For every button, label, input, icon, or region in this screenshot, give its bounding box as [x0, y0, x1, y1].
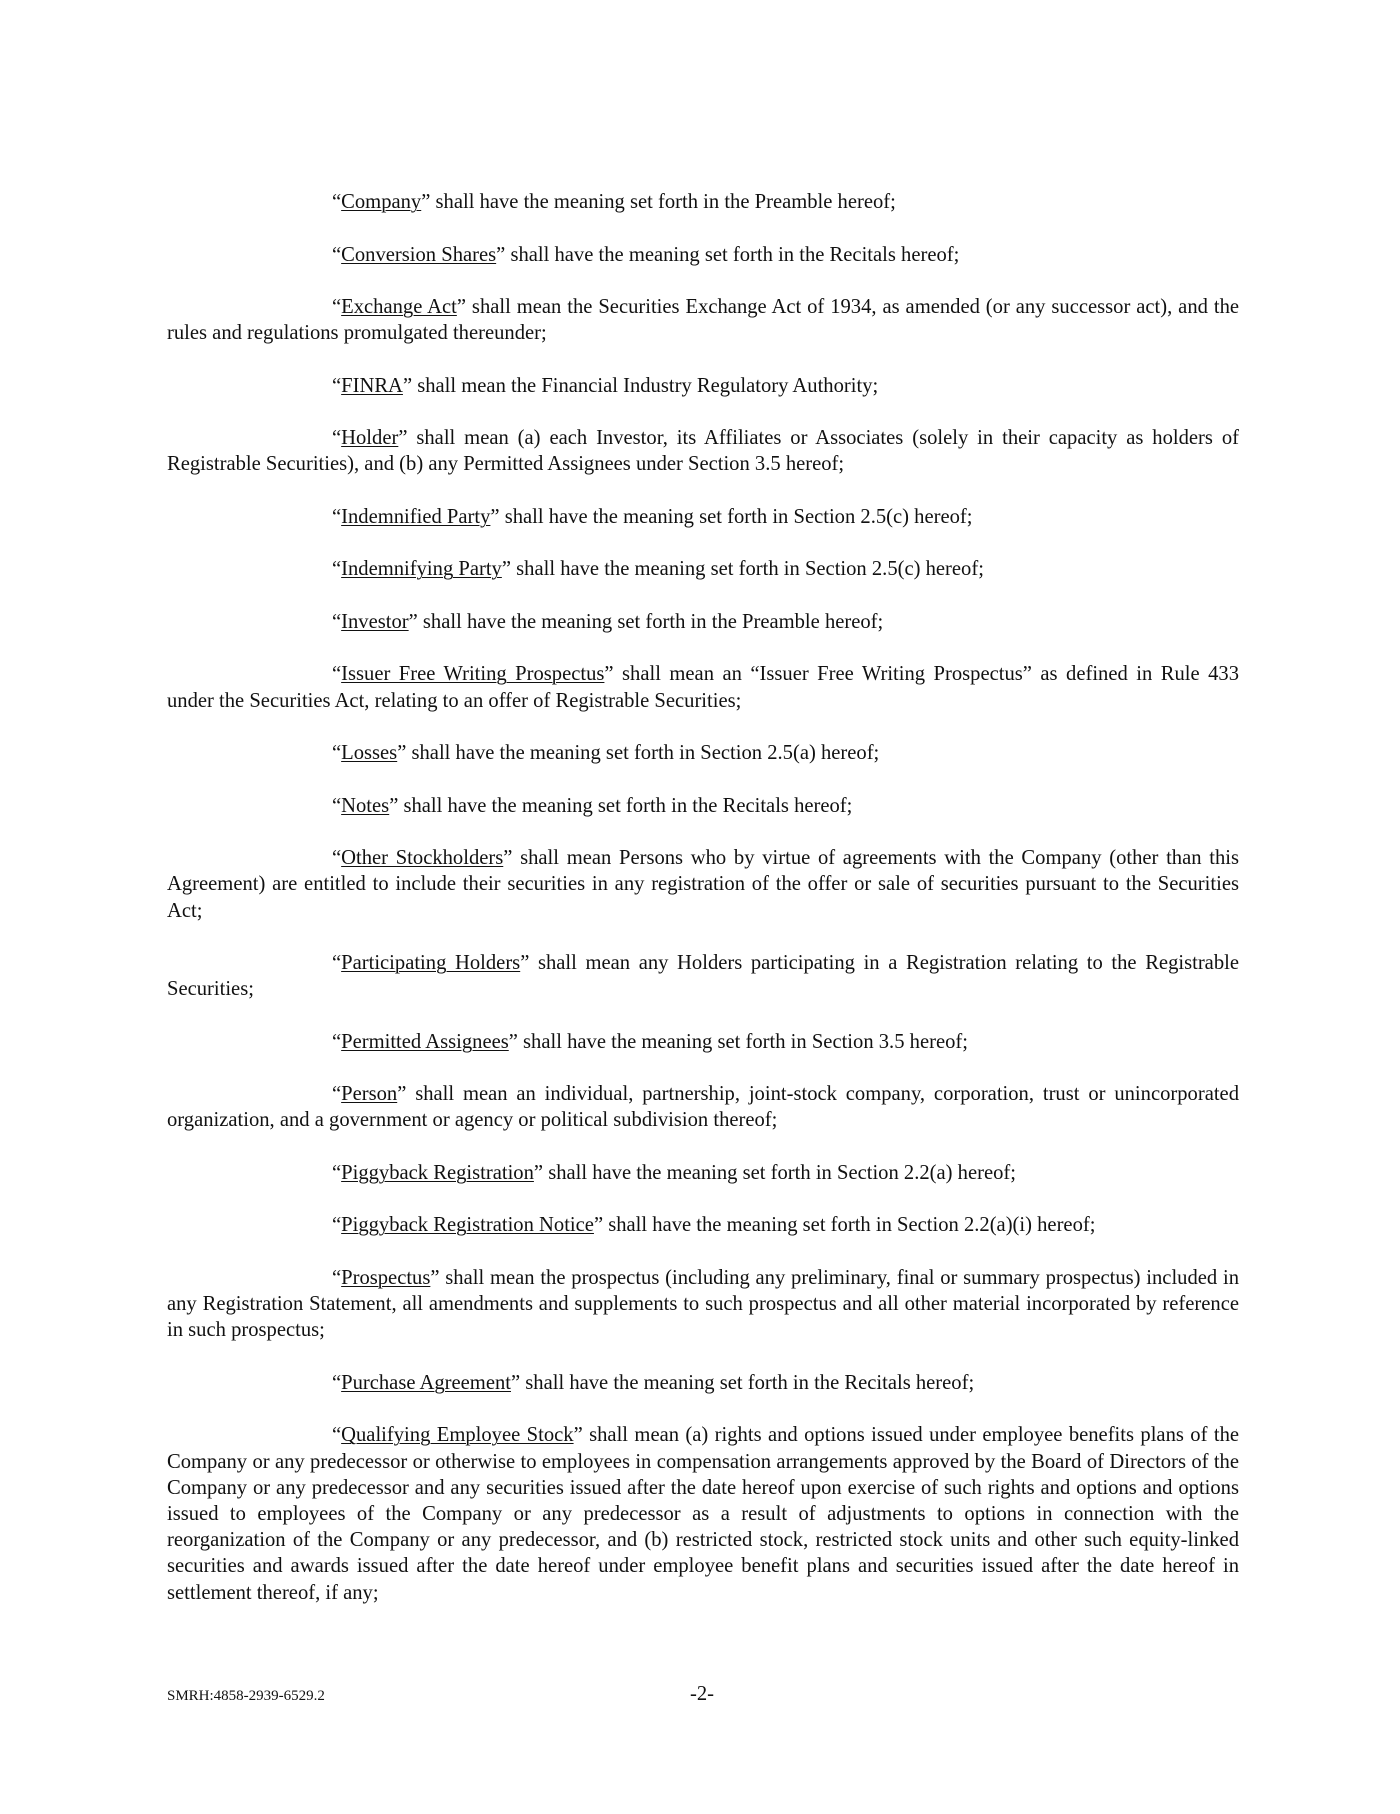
definition-qualifying-employee-stock: “Qualifying Employee Stock” shall mean (a) rights and options issued under employee benefits plans of the Company or any predecessor or otherwise to employees in compensation arrangements approved by the Board of Directors of the Company or any predecessor and any securities issued after the date hereof upon exercise of such rights and options and options issued to employees of the Company or any predecessor as a result of adjustments to options in connection with the reorganization of the Company or any predecessor, and (b) restricted stock, restricted stock units and other such equity-linked securities and awards issued after the date hereof under employee benefit plans and securities issued after the date hereof in settlement thereof, if any;	[167, 1424, 1240, 1604]
defined-term: Conversion Shares	[341, 243, 497, 266]
defined-term: Qualifying Employee Stock	[341, 1424, 574, 1447]
definition-investor: “Investor” shall have the meaning set forth in the Preamble hereof;	[332, 610, 884, 633]
definition-purchase-agreement: “Purchase Agreement” shall have the meaning set forth in the Recitals hereof;	[332, 1371, 975, 1394]
definition-text: shall mean the Securities Exchange Act of 1934, as amended (or any successor act), and the rules and regulations promulgated thereunder;	[167, 296, 1240, 345]
definition-text: shall mean the prospectus (including any preliminary, final or summary prospectus) included in any Registration Statement, all amendments and supplements to such prospectus and all other material incorporated by reference in such prospectus;	[167, 1266, 1239, 1342]
definition-text: shall mean any Holders participating in a Registration relating to the Registrable Securities;	[167, 952, 1239, 1001]
definition-text: shall have the meaning set forth in the Preamble hereof;	[417, 610, 884, 633]
definition-text: shall have the meaning set forth in Section 2.2(a)(i) hereof;	[603, 1214, 1096, 1237]
definition-text: shall have the meaning set forth in Section 2.5(c) hereof;	[511, 558, 984, 581]
definition-person: “Person” shall mean an individual, partnership, joint-stock company, corporation, trust or unincorporated organization, and a government or agency or political subdivision thereof;	[167, 1083, 1239, 1132]
defined-term: Piggyback Registration Notice	[341, 1214, 594, 1237]
defined-term: Indemnified Party	[341, 505, 491, 528]
defined-term: Prospectus	[341, 1266, 431, 1289]
definition-text: shall have the meaning set forth in the Recitals hereof;	[398, 794, 853, 817]
definition-text: shall mean (a) each Investor, its Affiliates or Associates (solely in their capacity as holders of Registrable Securities), and (b) any Permitted Assignees under Section 3.5 hereof;	[167, 427, 1239, 476]
definition-text: shall have the meaning set forth in the Preamble hereof;	[430, 191, 896, 213]
definition-issuer-free-writing-prospectus: “Issuer Free Writing Prospectus” shall mean an “Issuer Free Writing Prospectus” as defined in Rule 433 under the Securities Act, relating to an offer of Registrable Securities;	[167, 663, 1239, 712]
defined-term: Exchange Act	[341, 296, 457, 318]
definition-prospectus: “Prospectus” shall mean the prospectus (including any preliminary, final or summary prospectus) included in any Registration Statement, all amendments and supplements to such prospectus and all other material incorporated by reference in such prospectus;	[167, 1266, 1239, 1342]
definition-text: shall have the meaning set forth in Section 2.5(c) hereof;	[499, 505, 973, 528]
definition-text: shall mean an “Issuer Free Writing Prospectus” as defined in Rule 433 under the Securities Act, relating to an offer of Registrable Securities;	[167, 663, 1239, 712]
definition-text: shall mean an individual, partnership, joint-stock company, corporation, trust or unincorporated organization, and a government or agency or political subdivision thereof;	[167, 1083, 1239, 1132]
defined-term: Other Stockholders	[341, 847, 504, 870]
definition-indemnifying-party: “Indemnifying Party” shall have the meaning set forth in Section 2.5(c) hereof;	[332, 558, 984, 581]
definition-text: shall have the meaning set forth in the Recitals hereof;	[505, 243, 960, 266]
definition-piggyback-registration-notice: “Piggyback Registration Notice” shall have the meaning set forth in Section 2.2(a)(i) hereof;	[332, 1214, 1096, 1237]
defined-term: Holder	[341, 427, 399, 450]
document-id: SMRH:4858-2939-6529.2	[167, 1688, 325, 1704]
definition-text: shall mean the Financial Industry Regulatory Authority;	[412, 374, 879, 397]
definition-piggyback-registration: “Piggyback Registration” shall have the meaning set forth in Section 2.2(a) hereof;	[332, 1161, 1016, 1184]
page-number: -2-	[690, 1683, 715, 1705]
defined-term: Investor	[341, 610, 409, 633]
definition-text: shall mean (a) rights and options issued under employee benefits plans of the Company or any predecessor or otherwise to employees in compensation arrangements approved by the Board of Directors of the Company or any predecessor and any securities issued after the date hereof upon exercise of such rights and options and options issued to employees of the Company or any predecessor as a result of adjustments to options in connection with the reorganization of the Company or any predecessor, and (b) restricted stock, restricted stock units and other such equity-linked securities and awards issued after the date hereof under employee benefit plans and securities issued after the date hereof in settlement thereof, if any;	[167, 1424, 1240, 1604]
defined-term: Notes	[341, 794, 390, 817]
definition-text: shall have the meaning set forth in Section 3.5 hereof;	[517, 1030, 968, 1053]
definition-text: shall have the meaning set forth in the Recitals hereof;	[520, 1371, 975, 1394]
defined-term: Company	[341, 191, 422, 213]
definition-indemnified-party: “Indemnified Party” shall have the meaning set forth in Section 2.5(c) hereof;	[332, 505, 973, 528]
defined-term: Purchase Agreement	[341, 1371, 511, 1394]
defined-term: Losses	[341, 742, 398, 765]
definition-exchange-act: “Exchange Act” shall mean the Securities Exchange Act of 1934, as amended (or any successor act), and the rules and regulations promulgated thereunder;	[167, 296, 1240, 345]
definition-holder: “Holder” shall mean (a) each Investor, its Affiliates or Associates (solely in their capacity as holders of Registrable Securities), and (b) any Permitted Assignees under Section 3.5 hereof;	[167, 427, 1239, 476]
definition-other-stockholders: “Other Stockholders” shall mean Persons who by virtue of agreements with the Company (other than this Agreement) are entitled to include their securities in any registration of the offer or sale of securities pursuant to the Securities Act;	[167, 847, 1239, 922]
definition-notes: “Notes” shall have the meaning set forth in the Recitals hereof;	[332, 794, 853, 817]
defined-term: Indemnifying Party	[341, 558, 502, 581]
definition-finra: “FINRA” shall mean the Financial Industry Regulatory Authority;	[332, 374, 879, 397]
definition-company: “Company” shall have the meaning set forth in the Preamble hereof;	[332, 191, 896, 213]
definition-conversion-shares: “Conversion Shares” shall have the meaning set forth in the Recitals hereof;	[332, 243, 960, 266]
definition-losses: “Losses” shall have the meaning set forth in Section 2.5(a) hereof;	[332, 742, 880, 765]
definition-text: shall have the meaning set forth in Section 2.2(a) hereof;	[543, 1161, 1016, 1184]
defined-term: Piggyback Registration	[341, 1161, 534, 1184]
definition-text: shall have the meaning set forth in Section 2.5(a) hereof;	[406, 742, 880, 765]
definition-text: shall mean Persons who by virtue of agreements with the Company (other than this Agreement) are entitled to include their securities in any registration of the offer or sale of securities pursuant to the Securities Act;	[167, 847, 1239, 922]
definition-permitted-assignees: “Permitted Assignees” shall have the meaning set forth in Section 3.5 hereof;	[332, 1030, 968, 1053]
defined-term: Participating Holders	[341, 952, 521, 975]
defined-term: Person	[341, 1083, 398, 1106]
defined-term: Issuer Free Writing Prospectus	[341, 663, 605, 686]
definition-participating-holders: “Participating Holders” shall mean any Holders participating in a Registration relating to the Registrable Securities;	[167, 952, 1239, 1001]
defined-term: Permitted Assignees	[341, 1030, 509, 1053]
defined-term: FINRA	[341, 374, 403, 397]
definitions-list	[167, 189, 1239, 1606]
